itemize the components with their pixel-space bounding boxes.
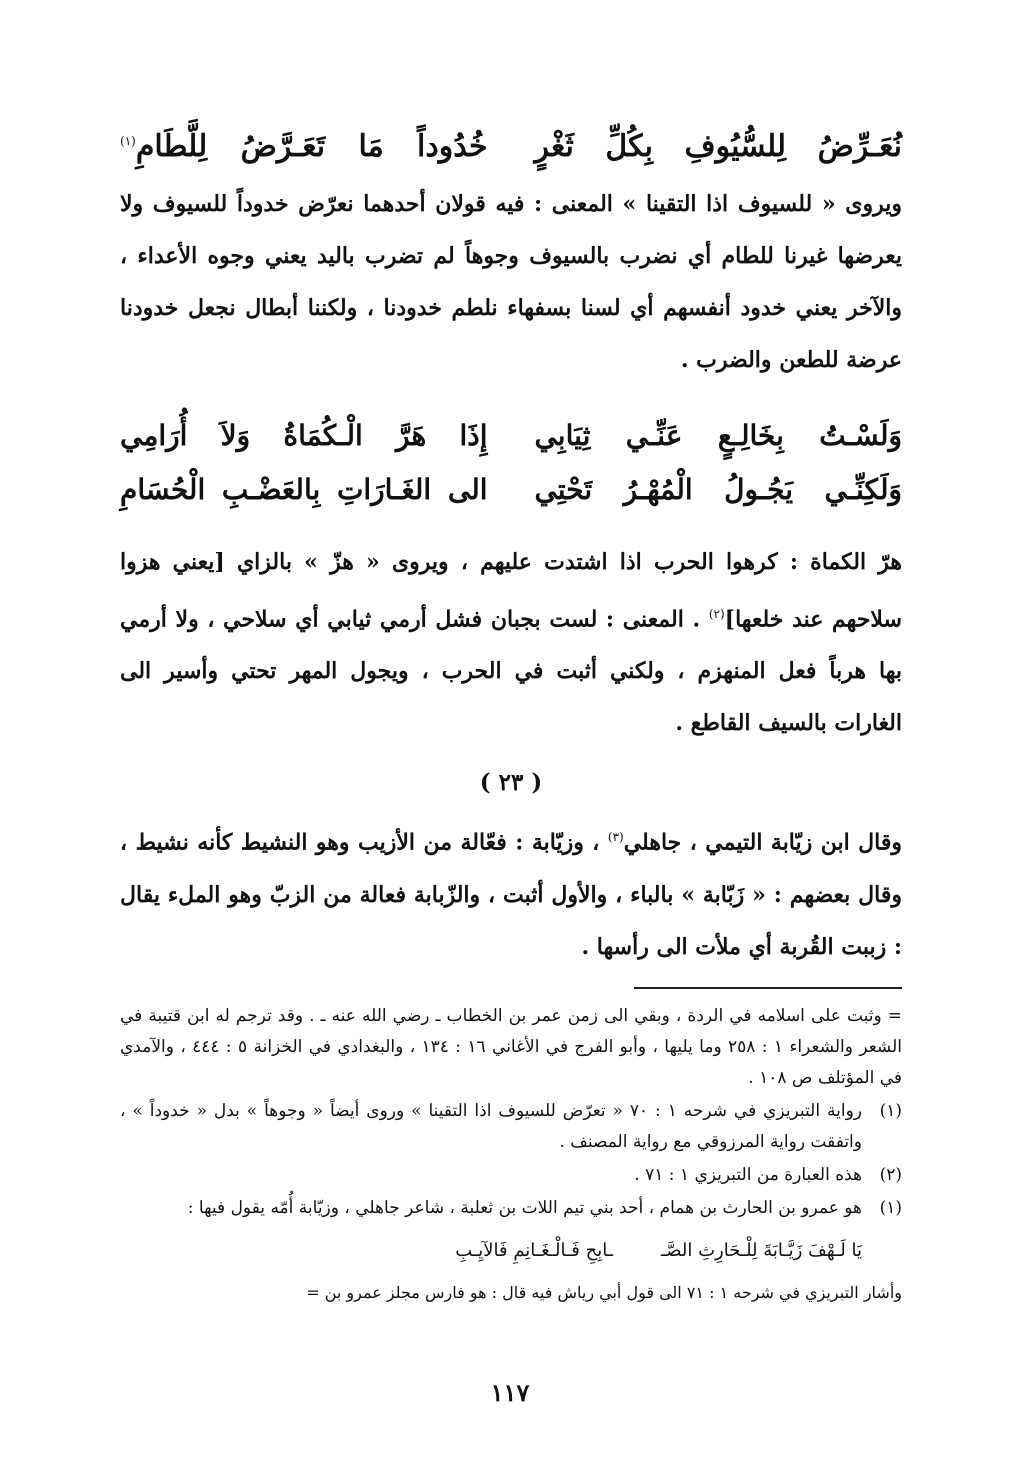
footnote-mark: (٢) [879, 1164, 902, 1185]
verse-hemistich-right: وَلَسْـتُ بِخَالِـعٍ عَنِّـي ثِيَابِي [534, 418, 902, 452]
commentary-paragraph: ويروى « للسيوف اذا التقينا » المعنى : فيه قولان أحدهما نعرّض خدوداً للسيوف ولا يعرضها غيرنا للطام أي نضرب بالسيوف وجوهاً لم تضرب باليد يعني وجوه الأعداء ، والآخر يعني خدود أنفسهم أي لسنا بسفهاء نلطم خدودنا ، ولكننا أبطال نجعل خدودنا عرضة للطعن والضرب . [120, 191, 902, 373]
footnote-text: = وثبت على اسلامه في الردة ، وبقي الى زمن عمر بن الخطاب ـ رضي الله عنه ـ . وقد ترجم له ابن قتيبة في الشعر والشعراء ١ : ٢٥٨ وما يليها ، وأبو الفرج في الأغاني ١٦ : ١٣٤ ، والبغدادي في الخزانة ٥ : ٤٤٤ ، والآمدي في المؤتلف ص ١٠٨ . [120, 1005, 902, 1088]
footnote-ref: (٣) [607, 830, 624, 845]
footnote-verse-right: يَا لَـهْفَ زَيَّـابَةَ لِلْـحَارِثِ الصَّـ [660, 1239, 862, 1261]
verse-hemistich-left [120, 129, 488, 164]
paragraph-text: ، وزيّابة : فعّالة من الأزيب وهو النشيط كأنه نشيط ، وقال بعضهم : « زَبّابة » بالباء ، والأول أثبت ، والزّبابة فعالة من الزبّ وهو الملء يقال : زببت القُربة أي ملأت الى رأسها . [120, 829, 902, 960]
footnote-verse [120, 1234, 862, 1268]
footnote-text: رواية التبريزي في شرحه ١ : ٧٠ « تعرّض للسيوف اذا التقينا » وروى أيضاً « وجوهاً » بدل « خدوداً » ، واتفقت رواية المرزوقي مع رواية المصنف . [120, 1100, 862, 1152]
paragraph-text: . المعنى : لست بجبان فشل أرمي ثيابي أي سلاحي ، ولا أرمي بها هرباً فعل المنهزم ، ولكني أثبت في الحرب ، ويجول المهر تحتي وأسير الى الغارات بالسيف القاطع . [120, 606, 902, 737]
footnote-item [120, 1160, 902, 1191]
verse-text: خُدُوداً مَا تَعَـرَّضُ لِلَّطَامِ [135, 128, 488, 164]
footnotes [120, 1001, 902, 1308]
verse-line [120, 462, 902, 516]
paragraph-text: وقال ابن زيّابة التيمي ، جاهلي [623, 829, 903, 856]
footnote-last-line: وأشار التبريزي في شرحه ١ : ٧١ الى قول أبي رياش فيه قال : هو فارس مجلز عمرو بن = [306, 1282, 902, 1302]
section-number: ( ٢٣ ) [479, 769, 543, 797]
verse-line [120, 116, 902, 176]
footnote-verse-left: ـابِحِ فَـالْـغَـانِمِ فَالآيِـبِ [455, 1239, 613, 1261]
verse-hemistich-right: نُعَـرِّضُ لِلسُّيُوفِ بِكُلِّ ثَغْرٍ [534, 128, 902, 164]
footnote-text: هو عمرو بن الحارث بن همام ، أحد بني تيم اللات بن ثعلبة ، شاعر جاهلي ، وزيّابة أُمّه يقول فيها : [187, 1197, 862, 1218]
footnote-item [120, 1193, 902, 1224]
footnote-mark: (١) [879, 1100, 902, 1121]
intro-paragraph [120, 811, 902, 972]
page-number: ١١٧ [490, 1378, 530, 1407]
verse-block [120, 408, 902, 516]
footnote-continuation [120, 1001, 902, 1094]
verse-hemistich-right: وَلَكِنِّـي يَجُـولُ الْمُهْـرُ تَحْتِي [534, 472, 902, 506]
paragraph-text: هرّ الكماة : كرهوا الحرب اذا اشتدت عليهم ، ويروى « هزّ » بالزاي [يعني هزوا سلاحهم عند خلعها] [120, 549, 902, 633]
commentary-paragraph [120, 536, 902, 749]
footnote-ref: (١) [120, 133, 136, 148]
verse-line [120, 408, 902, 462]
footnote-ref: (٢) [708, 607, 725, 621]
footnote-divider [634, 987, 902, 989]
footnote-mark: (١) [879, 1197, 902, 1218]
footnote-text: هذه العبارة من التبريزي ١ : ٧١ . [634, 1164, 862, 1185]
verse-hemistich-left: الى الغَـارَاتِ بِالعَضْـبِ الْحُسَامِ [120, 472, 488, 506]
footnote-item [120, 1096, 902, 1158]
verse-hemistich-left: إِذَا هَرَّ الْـكُمَاةُ وَلاَ أُرَامِي [120, 418, 488, 452]
